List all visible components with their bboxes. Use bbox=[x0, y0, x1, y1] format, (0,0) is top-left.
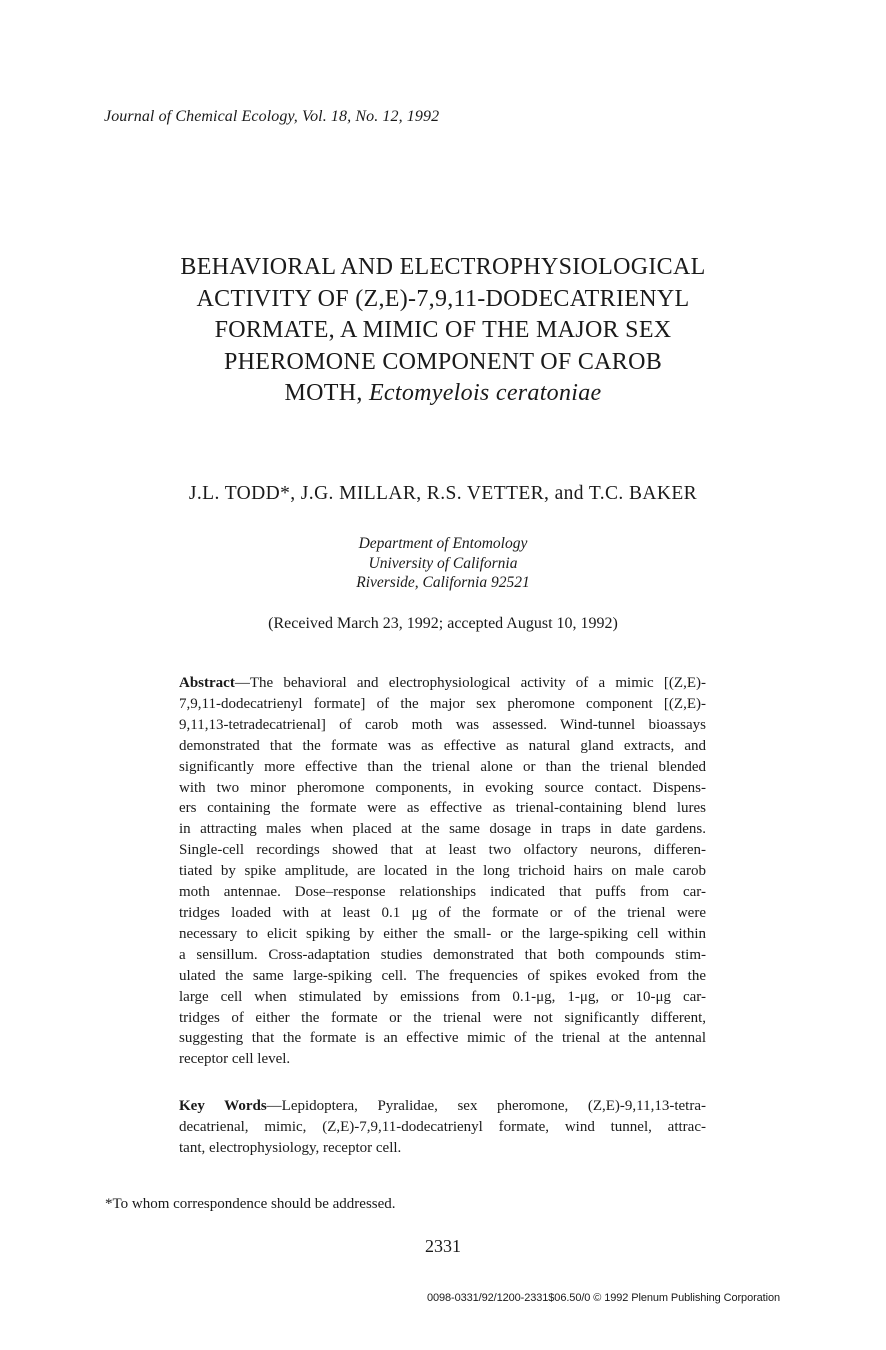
paper-title bbox=[100, 252, 786, 410]
keywords-line: decatrienal, mimic, (Z,E)-7,9,11-dodecatrienyl formate, wind tunnel, attrac- bbox=[179, 1119, 706, 1135]
keywords-line: tant, electrophysiology, receptor cell. bbox=[179, 1140, 402, 1156]
key-words bbox=[179, 1096, 706, 1159]
affiliation-location: Riverside, California 92521 bbox=[356, 574, 530, 591]
abstract-line: large cell when stimulated by emissions from 0.1-μg, 1-μg, or 10-μg car- bbox=[179, 988, 706, 1005]
title-line bbox=[100, 378, 786, 410]
abstract-label: Abstract bbox=[179, 675, 235, 691]
received-dates: (Received March 23, 1992; accepted August 10, 1992) bbox=[268, 615, 618, 632]
abstract-line: a sensillum. Cross-adaptation studies demonstrated that both compounds stim- bbox=[179, 946, 706, 963]
abstract-line: Abstract—The behavioral and electrophysiological activity of a mimic [(Z,E)- bbox=[179, 675, 706, 691]
abstract-line: Single-cell recordings showed that at least two olfactory neurons, differen- bbox=[179, 842, 706, 859]
abstract-line: tiated by spike amplitude, are located in the long trichoid hairs on male carob bbox=[179, 863, 706, 880]
affiliation-department: Department of Entomology bbox=[358, 535, 528, 552]
affiliation-university: University of California bbox=[368, 554, 518, 572]
abstract-line: suggesting that the formate is an effective mimic of the trienal at the antennal bbox=[179, 1030, 706, 1047]
journal-citation: Journal of Chemical Ecology, Vol. 18, No. 12, 1992 bbox=[104, 108, 440, 125]
abstract-line: necessary to elicit spiking by either the small- or the large-spiking cell within bbox=[179, 925, 706, 942]
abstract-line: 7,9,11-dodecatrienyl formate] of the major sex pheromone component [(Z,E)- bbox=[179, 695, 706, 712]
title-prefix: MOTH, bbox=[284, 380, 363, 406]
keywords-label: Key Words bbox=[179, 1098, 267, 1114]
abstract-line: 9,11,13-tetradecatrienal] of carob moth was assessed. Wind-tunnel bioassays bbox=[179, 716, 706, 733]
abstract-line: receptor cell level. bbox=[179, 1051, 291, 1068]
correspondence-footnote: *To whom correspondence should be addressed. bbox=[105, 1196, 396, 1212]
abstract bbox=[179, 673, 706, 1070]
author-list: J.L. TODD*, J.G. MILLAR, R.S. VETTER, and T.C. BAKER bbox=[188, 483, 698, 504]
title-line: ACTIVITY OF (Z,E)-7,9,11-DODECATRIENYL bbox=[196, 285, 690, 312]
abstract-line: significantly more effective than the trienal alone or than the trienal blended bbox=[179, 758, 706, 775]
abstract-line: ulated the same large-spiking cell. The frequencies of spikes evoked from the bbox=[179, 967, 706, 984]
affiliation bbox=[100, 534, 786, 593]
abstract-line: tridges of either the formate or the trienal were not significantly different, bbox=[179, 1009, 706, 1026]
page-number: 2331 bbox=[425, 1236, 461, 1256]
species-name: Ectomyelois ceratoniae bbox=[368, 380, 602, 406]
title-line: FORMATE, A MIMIC OF THE MAJOR SEX bbox=[214, 317, 672, 343]
abstract-line: in attracting males when placed at the same dosage in traps in date gardens. bbox=[179, 821, 706, 838]
abstract-line: with two minor pheromone components, in evoking source contact. Dispens- bbox=[179, 779, 706, 796]
abstract-line: tridges loaded with at least 0.1 μg of the formate or of the trienal were bbox=[179, 904, 706, 921]
copyright-line: 0098-0331/92/1200-2331$06.50/0 © 1992 Plenum Publishing Corporation bbox=[426, 1292, 780, 1304]
abstract-line: moth antennae. Dose–response relationships indicated that puffs from car- bbox=[179, 884, 706, 901]
keywords-line: Key Words—Lepidoptera, Pyralidae, sex pheromone, (Z,E)-9,11,13-tetra- bbox=[179, 1098, 706, 1114]
abstract-line: demonstrated that the formate was as effective as natural gland extracts, and bbox=[179, 737, 706, 754]
abstract-line: ers containing the formate were as effective as trienal-containing blend lures bbox=[179, 800, 706, 817]
title-line: BEHAVIORAL AND ELECTROPHYSIOLOGICAL bbox=[180, 254, 706, 280]
title-line: PHEROMONE COMPONENT OF CAROB bbox=[223, 348, 663, 375]
